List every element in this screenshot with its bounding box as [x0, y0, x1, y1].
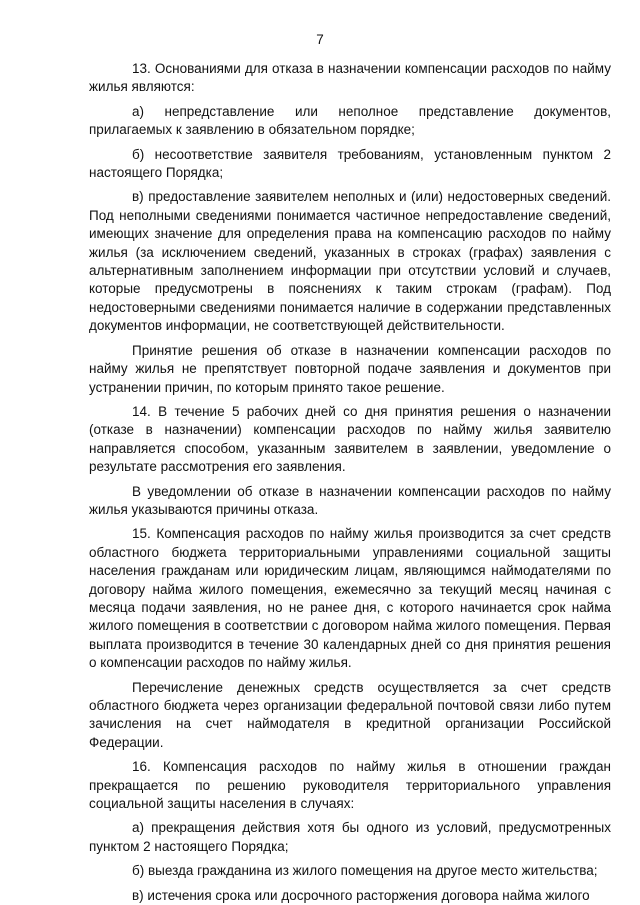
paragraph-13: 13. Основаниями для отказа в назначении компенсации расходов по найму жилья являются: — [89, 61, 611, 95]
paragraph-16: 16. Компенсация расходов по найму жилья в отношении граждан прекращается по решению руководителя территориального управления социальной защиты населения в случаях: — [89, 759, 611, 812]
paragraph-14: 14. В течение 5 рабочих дней со дня принятия решения о назначении (отказе в назначении) компенсации расходов по найму жилья заявителю направляется способом, указанным заявителем в заявлении, уведомление о результате рассмотрения его заявления. — [89, 403, 611, 475]
paragraph-13-v: в) предоставление заявителем неполных и (или) недостоверных сведений. Под неполными сведениями понимается частичное непредоставление сведений, имеющих значение для определения права на компенсацию расходов по найму жилья (за исключением сведений, указанных в строках (графах) заявления с альтернативным заполнением информации при отсутствии условий и случаев, которые предусмотрены в пояснениях к таким строкам (графам). Под недостоверными сведениями понимается наличие в содержании представленных документов информации, не соответствующей действительности. — [89, 189, 611, 334]
paragraph-13-refusal-note: Принятие решения об отказе в назначении компенсации расходов по найму жилья не препятствует повторной подаче заявления и документов при устранении причин, по которым принято такое решение. — [89, 342, 611, 395]
paragraph-16-a: а) прекращения действия хотя бы одного из условий, предусмотренных пунктом 2 настоящего Порядка; — [89, 820, 611, 854]
paragraph-15: 15. Компенсация расходов по найму жилья производится за счет средств областного бюджета территориальными управлениями социальной защиты населения гражданам или юридическим лицам, являющимся наймодателями по договору найма жилого помещения, ежемесячно за текущий месяц начиная с месяца подачи заявления, но не ранее дня, с которого начинается срок найма жилого помещения в соответствии с договором найма жилого помещения. Первая выплата производится в течение 30 календарных дней со дня принятия решения о компенсации расходов по найму жилья. — [89, 526, 611, 671]
paragraph-13-b: б) несоответствие заявителя требованиям, установленным пунктом 2 настоящего Порядка; — [89, 146, 611, 181]
paragraph-16-v: в) истечения срока или досрочного расторжения договора найма жилого — [132, 887, 590, 903]
paragraph-14-notice: В уведомлении об отказе в назначении компенсации расходов по найму жилья указываются причины отказа. — [89, 483, 611, 517]
paragraph-13-a: а) непредставление или неполное представление документов, прилагаемых к заявлению в обязательном порядке; — [89, 103, 611, 138]
paragraph-15-transfer: Перечисление денежных средств осуществляется за счет средств областного бюджета через организации федеральной почтовой связи либо путем зачисления на счет наймодателя в кредитной организации Российской Федерации. — [89, 679, 611, 750]
page-number: 7 — [316, 32, 324, 47]
document-body — [89, 60, 611, 905]
paragraph-16-b: б) выезда гражданина из жилого помещения на другое место жительства; — [132, 863, 598, 879]
